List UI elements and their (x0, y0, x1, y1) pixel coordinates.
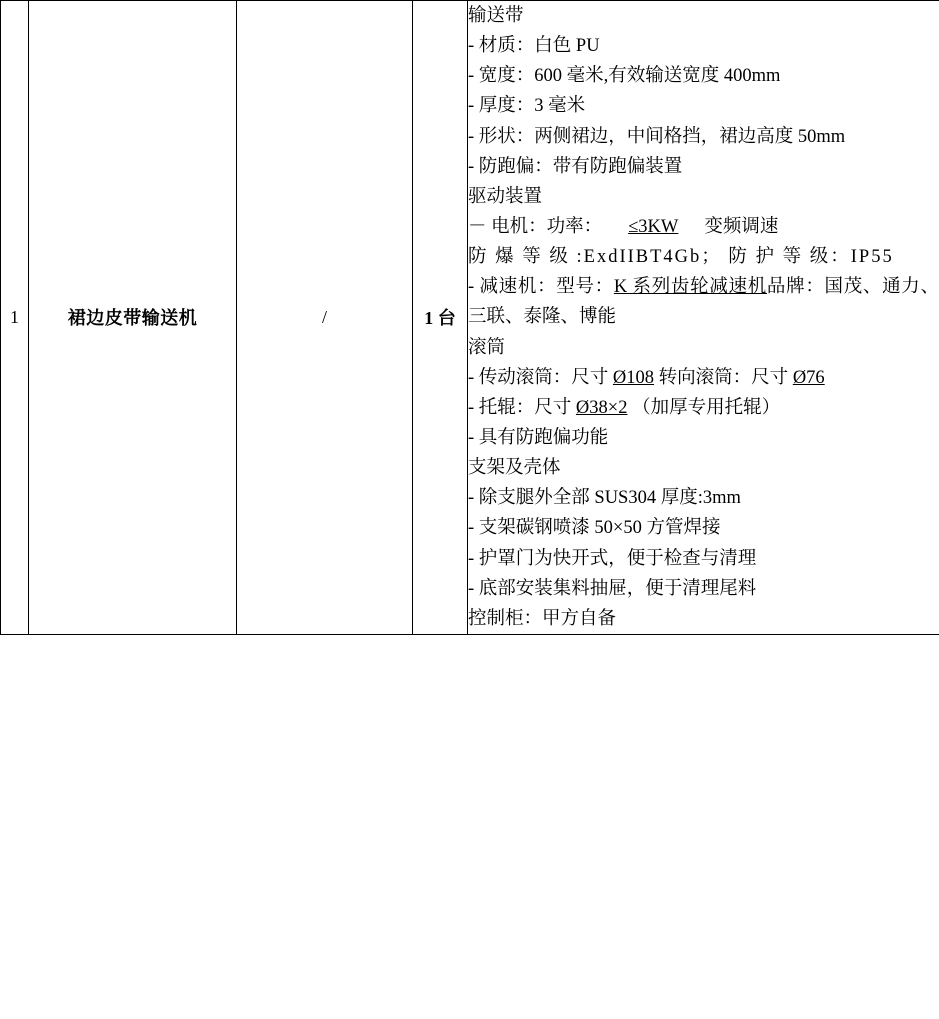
spec-line-collection-drawer: - 底部安装集料抽屉，便于清理尾料 (468, 578, 757, 599)
table-row (1, 1, 939, 635)
spec-line-drive-title: 驱动装置 (468, 186, 543, 207)
spec-line-frame-title: 支架及壳体 (468, 458, 561, 479)
turn-roller-label: 转向滚筒：尺寸 (654, 367, 793, 388)
cell-equipment-name: 裙边皮带输送机 (29, 1, 237, 635)
turn-roller-size: Ø76 (792, 367, 825, 388)
spec-line-belt-title: 输送带 (468, 6, 524, 26)
cell-index: 1 (1, 1, 29, 635)
spec-line-drive-roller (468, 363, 939, 393)
idler-note: （加厚专用托辊） (627, 397, 781, 418)
cell-quantity: 1 台 (413, 1, 468, 635)
spec-line-anti-deviation: - 防跑偏：带有防跑偏装置 (468, 156, 683, 177)
cell-specification (468, 1, 939, 635)
motor-power-value: ≤3KW (628, 216, 679, 237)
spec-line-control-cabinet: 控制柜：甲方自备 (468, 608, 617, 629)
spec-line-reducer (468, 272, 939, 332)
reducer-brands: 品牌：国茂、通力、三联、泰隆、博能 (468, 277, 939, 328)
spec-line-shape: - 形状：两侧裙边，中间格挡，裙边高度 50mm (468, 126, 846, 147)
drive-roller-label: - 传动滚筒：尺寸 (468, 367, 613, 388)
motor-speed-control: 变频调速 (704, 216, 779, 237)
spec-line-frame-material: - 除支腿外全部 SUS304 厚度:3mm (468, 488, 741, 509)
reducer-model: K 系列齿轮减速机 (613, 277, 767, 298)
spec-line-thickness: - 厚度：3 毫米 (468, 96, 586, 117)
spec-line-cover-door: - 护罩门为快开式，便于检查与清理 (468, 548, 757, 569)
idler-size: Ø38×2 (575, 397, 628, 418)
idler-label: - 托辊：尺寸 (468, 397, 576, 418)
spec-line-anti-deviation-function: - 具有防跑偏功能 (468, 427, 609, 448)
spec-line-idler (468, 393, 939, 423)
spec-line-frame-steel: - 支架碳钢喷漆 50×50 方管焊接 (468, 518, 721, 539)
drive-roller-size: Ø108 (612, 367, 655, 388)
spec-line-roller-title: 滚筒 (468, 337, 506, 358)
spec-line-explosion-proof: 防 爆 等 级 :ExdIIBT4Gb； 防 护 等 级：IP55 (468, 247, 894, 268)
cell-model: / (237, 1, 413, 635)
reducer-label: - 减速机：型号： (468, 277, 614, 298)
spec-line-material: - 材质：白色 PU (468, 36, 600, 57)
motor-power-label: － 电机：功率： (468, 216, 603, 237)
spec-line-width: - 宽度：600 毫米,有效输送宽度 400mm (468, 66, 781, 87)
spec-line-motor-power (468, 212, 939, 242)
